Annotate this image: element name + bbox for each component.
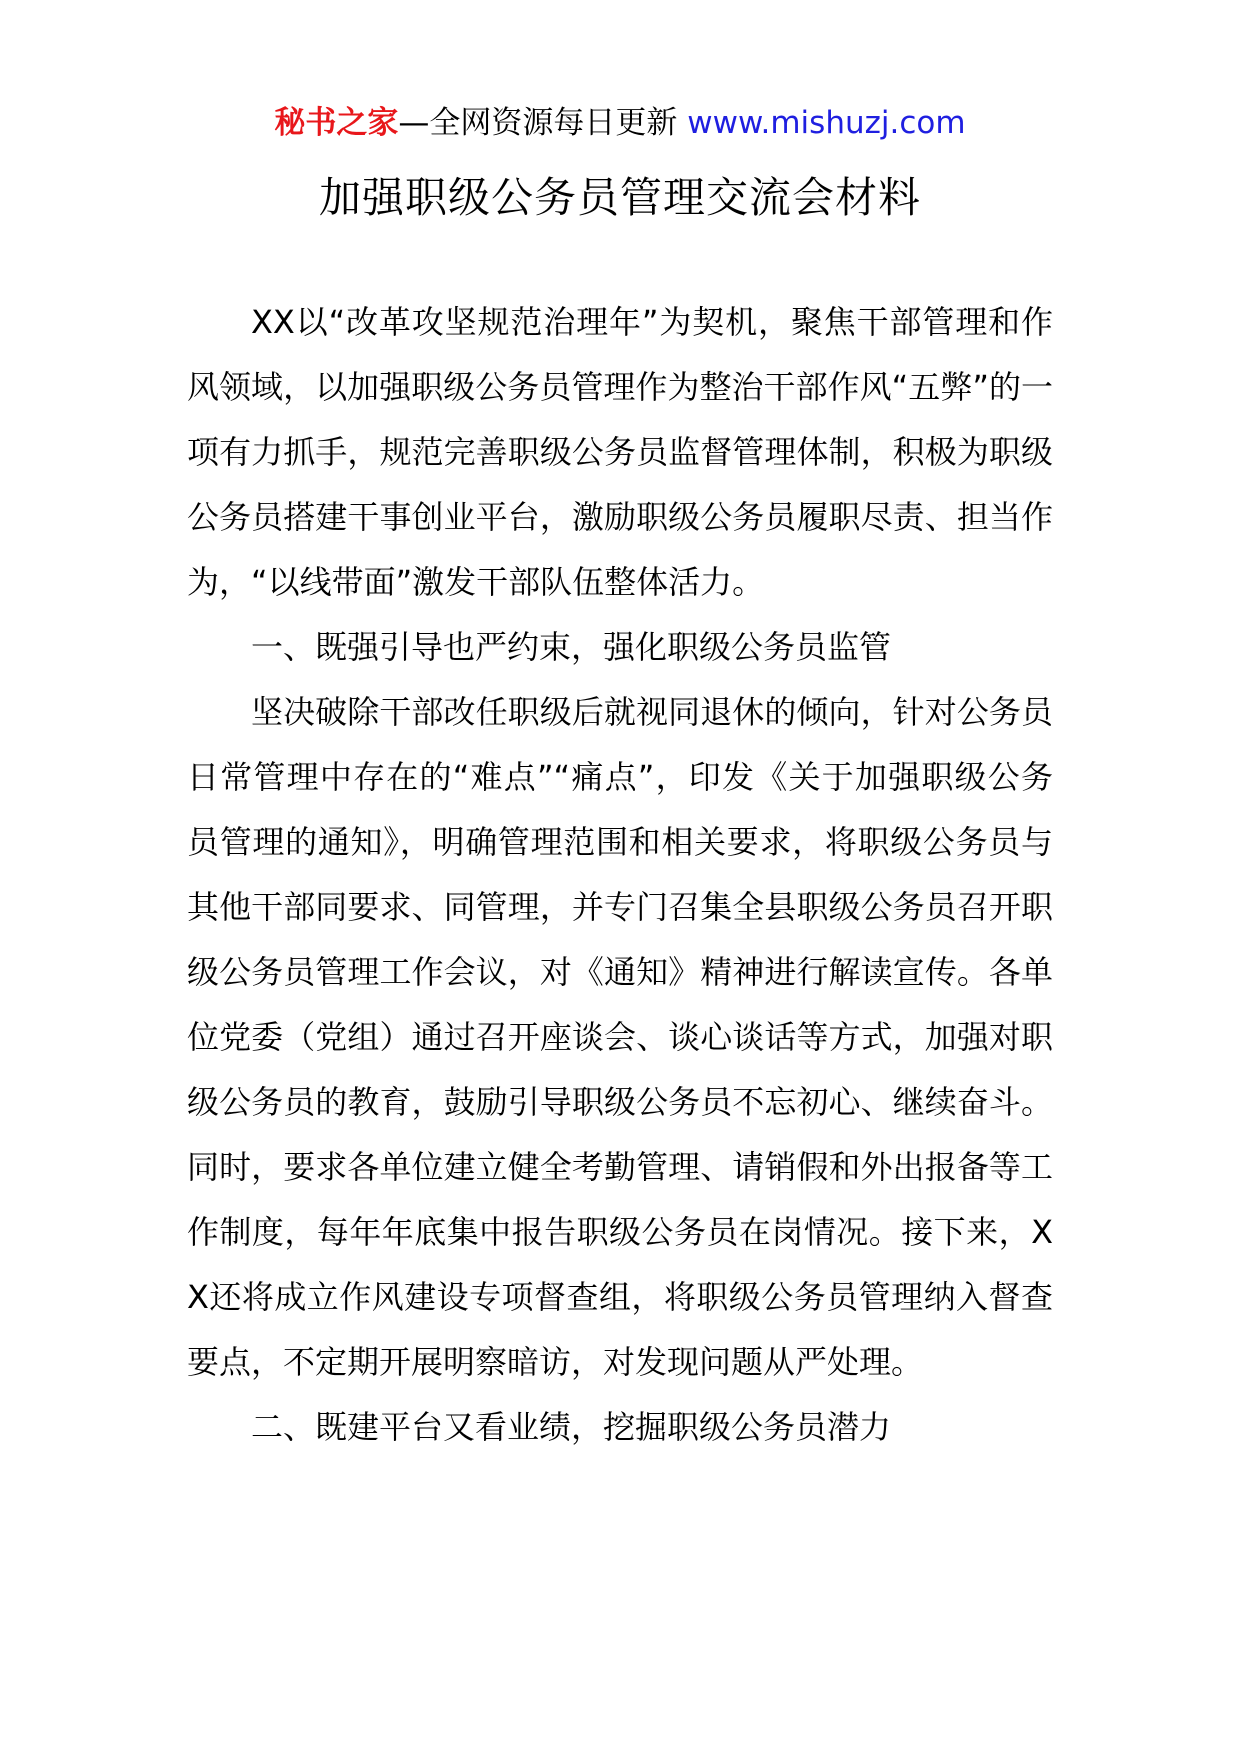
site-slogan: —全网资源每日更新 xyxy=(398,105,688,141)
document-title: 加强职级公务员管理交流会材料 xyxy=(318,173,921,222)
section-1-paragraph: 坚决破除干部改任职级后就视同退休的倾向，针对公务员日常管理中存在的“难点”“痛点”，印发《关于加强职级公务员管理的通知》，明确管理范围和相关要求，将职级公务员与其他干部同要求、同管理，并专门召集全县职级公务员召开职级公务员管理工作会议，对《通知》精神进行解读宣传。各单位党委（党组）通过召开座谈会、谈心谈话等方式，加强对职级公务员的教育，鼓励引导职级公务员不忘初心、继续奋斗。同时，要求各单位建立健全考勤管理、请销假和外出报备等工作制度，每年年底集中报告职级公务员在岗情况。接下来，XX还将成立作风建设专项督查组，将职级公务员管理纳入督查要点，不定期开展明察暗访，对发现问题从严处理。 xyxy=(187,693,1053,1381)
section-2-heading: 二、既建平台又看业绩，挖掘职级公务员潜力 xyxy=(251,1408,892,1446)
site-url[interactable]: www.mishuzj.com xyxy=(687,105,966,141)
document-body xyxy=(187,290,1053,1460)
section-1-heading: 一、既强引导也严约束，强化职级公务员监管 xyxy=(251,628,892,666)
site-header xyxy=(0,100,1240,146)
site-brand: 秘书之家 xyxy=(274,105,399,141)
intro-paragraph: XX以“改革攻坚规范治理年”为契机，聚焦干部管理和作风领域，以加强职级公务员管理作为整治干部作风“五弊”的一项有力抓手，规范完善职级公务员监督管理体制，积极为职级公务员搭建干事创业平台，激励职级公务员履职尽责、担当作为，“以线带面”激发干部队伍整体活力。 xyxy=(187,303,1053,601)
